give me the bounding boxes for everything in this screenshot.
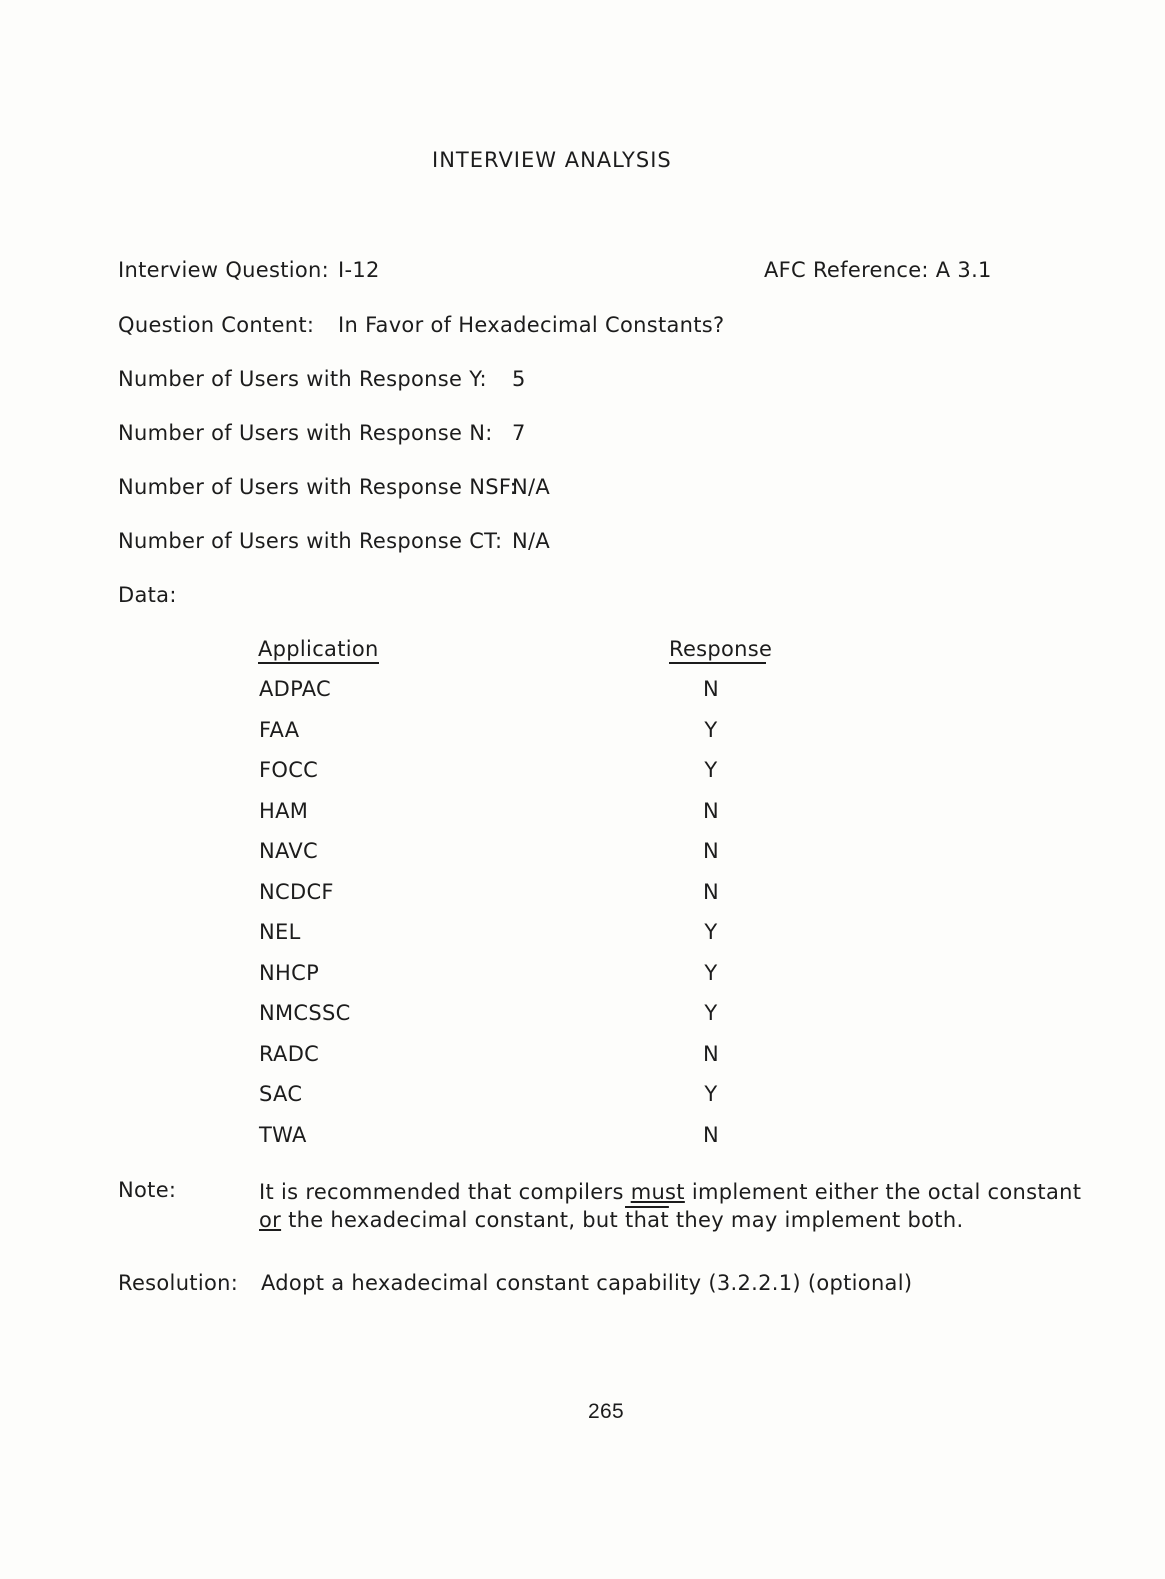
interview-question-label: Interview Question:	[118, 258, 330, 282]
question-content-value: In Favor of Hexadecimal Constants?	[338, 313, 725, 337]
table-cell-application: SAC	[259, 1082, 303, 1106]
table-cell-application: FOCC	[259, 758, 319, 782]
table-cell-response: N	[702, 799, 719, 823]
table-cell-response: Y	[704, 920, 718, 944]
resolution-label: Resolution:	[118, 1271, 239, 1295]
table-cell-response: N	[702, 677, 719, 701]
table-cell-application: NHCP	[259, 961, 320, 985]
response-y-value: 5	[512, 367, 526, 391]
resolution-text: Adopt a hexadecimal constant capability (3.2.2.1) (optional)	[261, 1271, 913, 1295]
response-y-label: Number of Users with Response Y:	[118, 367, 487, 391]
table-cell-application: RADC	[259, 1042, 320, 1066]
table-cell-application: NEL	[259, 920, 301, 944]
page-title: INTERVIEW ANALYSIS	[432, 148, 672, 172]
table-cell-application: ADPAC	[259, 677, 332, 701]
note-text-segment: implement either the octal constant	[684, 1180, 1082, 1204]
table-cell-application: NAVC	[259, 839, 318, 863]
table-cell-application: TWA	[259, 1123, 307, 1147]
table-cell-application: HAM	[259, 799, 309, 823]
table-header-response: Response	[669, 637, 766, 664]
table-cell-response: N	[702, 880, 719, 904]
note-text-segment: the hexadecimal constant, but	[281, 1208, 626, 1232]
note-emphasis-must: must	[630, 1180, 685, 1204]
table-cell-response: Y	[704, 1082, 718, 1106]
response-ct-value: N/A	[512, 529, 551, 553]
table-header-application: Application	[258, 637, 379, 664]
table-cell-application: NMCSSC	[259, 1001, 351, 1025]
data-label: Data:	[118, 583, 177, 607]
note-emphasis-or: or	[259, 1208, 282, 1232]
afc-reference: AFC Reference: A 3.1	[764, 258, 992, 282]
response-nsf-value: N/A	[512, 475, 551, 499]
note-label: Note:	[118, 1178, 177, 1202]
table-cell-response: Y	[704, 758, 718, 782]
table-cell-application: NCDCF	[259, 880, 334, 904]
table-cell-application: FAA	[259, 718, 300, 742]
table-cell-response: N	[702, 1123, 719, 1147]
note-text-segment: they may implement both.	[668, 1208, 964, 1232]
table-cell-response: N	[702, 1042, 719, 1066]
response-nsf-label: Number of Users with Response NSF:	[118, 475, 517, 499]
response-ct-label: Number of Users with Response CT:	[118, 529, 503, 553]
question-content-label: Question Content:	[118, 313, 315, 337]
table-cell-response: Y	[704, 718, 718, 742]
response-n-value: 7	[512, 421, 526, 445]
interview-question-value: I-12	[338, 258, 380, 282]
table-cell-response: N	[702, 839, 719, 863]
page-number: 265	[588, 1400, 624, 1423]
response-n-label: Number of Users with Response N:	[118, 421, 493, 445]
note-text	[259, 1178, 1081, 1234]
note-text-segment: It is recommended that compilers	[259, 1180, 631, 1204]
note-emphasis-that: that	[625, 1208, 669, 1232]
note-line-1	[259, 1178, 1081, 1206]
table-cell-response: Y	[704, 961, 718, 985]
table-cell-response: Y	[704, 1001, 718, 1025]
note-line-2	[259, 1206, 1081, 1234]
